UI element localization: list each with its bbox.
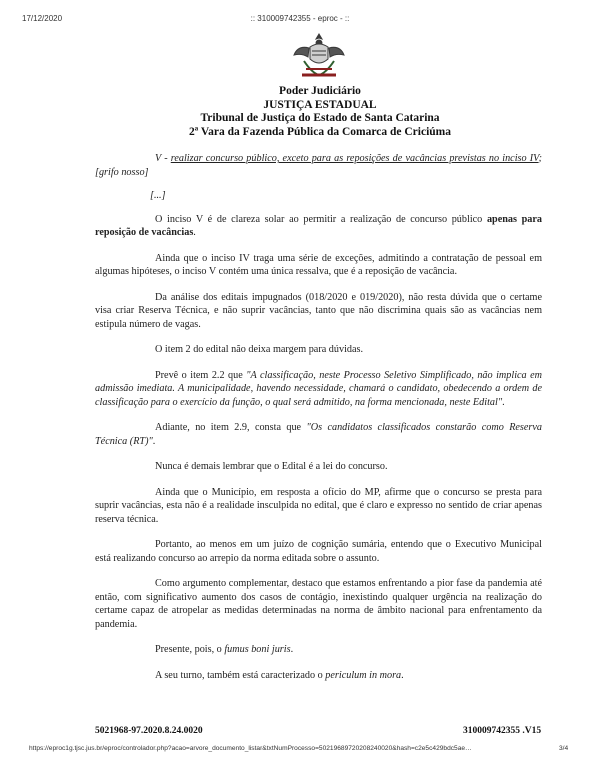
quoted-clause [95, 152, 542, 179]
paragraph-12-text: A seu turno, também está caracterizado o [155, 669, 326, 681]
paragraph-1-bold: apenas para reposição de vacâncias [95, 213, 542, 238]
page-number: 3/4 [559, 745, 569, 752]
quote-lead: V - [155, 153, 171, 164]
paragraph-9: Portanto, ao menos em um juízo de cognição sumária, entendo que o Executivo Municipal está realizando concurso ao arrepio da norma editada sobre o assunto. [95, 539, 542, 564]
santa-catarina-coat-of-arms-icon [290, 31, 348, 83]
paragraph-5 [95, 369, 542, 410]
paragraph-6-text: Adiante, no item 2.9, consta que [155, 422, 307, 433]
paragraph-2: Ainda que o inciso IV traga uma série de exceções, admitindo a contratação de pessoal em algumas hipóteses, o inciso V contém uma única ressalva, que é a reposição de vacância. [95, 252, 542, 277]
paragraph-8: Ainda que o Município, em resposta a ofício do MP, afirme que o concurso se presta para suprir vacâncias, esta não é a realidade insculpida no edital, que é claro e expresso no sentido de criar apenas reserva técnica. [95, 486, 542, 525]
paragraph-1-text: O inciso V é de clareza solar ao permitir a realização de concurso público [155, 213, 487, 225]
paragraph-11-end: . [290, 644, 294, 655]
print-date: 17/12/2020 [22, 14, 63, 23]
document-body [95, 152, 542, 682]
paragraph-11-italic: fumus boni juris [224, 644, 291, 655]
paragraph-12-end: . [401, 669, 404, 681]
paragraph-5-end: . [502, 396, 505, 408]
paragraph-1-end: . [193, 227, 196, 238]
paragraph-4: O item 2 do edital não deixa margem para dúvidas. [155, 344, 364, 355]
print-url: https://eproc1g.tjsc.jus.br/eproc/controlador.php?acao=arvore_documento_listar&txtNumProcesso=50219689720208240020&hash=c2e5c429bdc5ae… [29, 745, 472, 752]
paragraph-6-quote: "Os candidatos classificados constarão como Reserva Técnica (RT)" [95, 422, 542, 447]
paragraph-1 [95, 213, 542, 240]
paragraph-3: Da análise dos editais impugnados (018/2020 e 019/2020), não resta dúvida que o certame visa criar Reserva Técnica, e não suprir vacâncias, tanto que não discrimina quais são as vacâncias nem estipula número de vagas. [95, 291, 542, 330]
quote-tail: ; [grifo nosso] [95, 153, 543, 178]
court-header-line-4: 2ª Vara da Fazenda Pública da Comarca de Criciúma [189, 125, 451, 138]
paragraph-5-text: Prevê o item 2.2 que [155, 369, 247, 381]
ellipsis: [...] [150, 190, 166, 201]
document-id: 310009742355 .V15 [463, 726, 542, 736]
paragraph-11 [95, 643, 542, 657]
court-header [0, 85, 600, 139]
quote-underlined: realizar concurso público, exceto para as reposições de vacâncias previstas no inciso IV [170, 153, 539, 164]
paragraph-10: Como argumento complementar, destaco que estamos enfrentando a pior fase da pandemia até então, com significativo aumento dos casos de contágio, inexistindo qualquer urgência na realização do certame capaz de atropelar as medidas determinadas na norma de âmbito nacional para enfrentamento da pandemia. [95, 578, 542, 630]
process-number: 5021968-97.2020.8.24.0020 [95, 726, 203, 736]
print-header [0, 14, 600, 28]
paragraph-11-text: Presente, pois, o [155, 644, 225, 655]
court-header-line-3: Tribunal de Justiça do Estado de Santa Catarina [200, 112, 440, 124]
print-footer [0, 745, 600, 757]
court-header-line-1: Poder Judiciário [279, 85, 361, 97]
paragraph-7: Nunca é demais lembrar que o Edital é a lei do concurso. [155, 461, 388, 472]
paragraph-12-italic: periculum in mora [325, 669, 402, 681]
paragraph-5-quote: "A classificação, neste Processo Seletivo Simplificado, não implica em admissão imediata. A municipalidade, havendo necessidade, chamará o candidato, obedecendo a ordem de classificação para o exercício da função, o qual será admitido, na forma mencionada, neste Edital" [95, 369, 543, 408]
document-footer [0, 726, 600, 740]
court-header-line-2: JUSTIÇA ESTADUAL [263, 98, 377, 111]
paragraph-12 [95, 669, 542, 683]
paragraph-6 [95, 421, 542, 448]
paragraph-6-end: . [152, 435, 156, 447]
print-title: :: 310009742355 - eproc - :: [250, 14, 350, 23]
